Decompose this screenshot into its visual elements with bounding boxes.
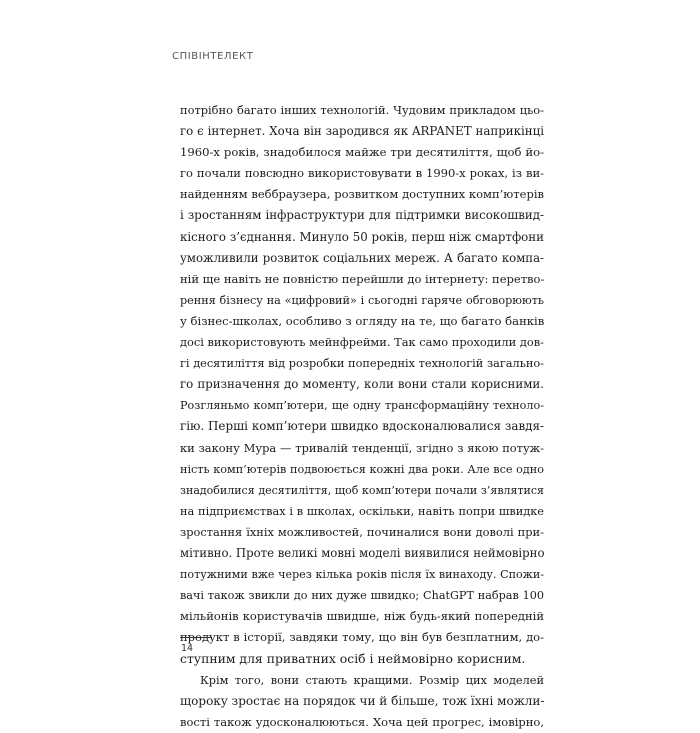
paragraph-2 — [180, 670, 544, 733]
text-line: кісного з’єднання. Минуло 50 років, перш ніж смартфони — [180, 229, 544, 244]
text-line: ступним для приватних осіб і неймовірно корисним. — [180, 651, 526, 667]
text-line: вачі також звикли до них дуже швидко; ChatGPT набрав 100 — [180, 589, 544, 603]
text-line: ній ще навіть не повністю перейшли до інтернету: перетво- — [180, 271, 545, 286]
text-line: Розгляньмо комп’ютери, ще одну трансформаційну техноло- — [180, 399, 544, 413]
text-line: щороку зростає на порядок чи й більше, тож їхні можли- — [180, 693, 545, 708]
text-line: потрібно багато інших технологій. Чудовим прикладом цьо- — [180, 103, 544, 117]
text-line: досі використовують мейнфрейми. Так само проходили дов- — [180, 335, 544, 350]
body-text — [180, 100, 544, 733]
text-line: го є інтернет. Хоча він зародився як ARPANET наприкінці — [180, 124, 544, 139]
text-line: рення бізнесу на «цифровий» і сьогодні гаряче обговорюють — [180, 293, 544, 307]
text-line: продукт в історії, завдяки тому, що він був безплатним, до- — [180, 630, 544, 645]
text-line: уможливили розвиток соціальних мереж. А багато компа- — [180, 250, 544, 265]
text-line: 1960-х років, знадобилося майже три десятиліття, щоб йо- — [180, 145, 544, 160]
page-number: 14 — [181, 643, 194, 654]
text-line: ність комп’ютерів подвоюється кожні два роки. Але все одно — [180, 462, 544, 476]
text-line: Крім того, вони стають кращими. Розмір цих моделей — [200, 673, 544, 687]
text-line: мітивно. Проте великі мовні моделі виявилися неймовірно — [180, 545, 545, 560]
text-line: знадобилися десятиліття, щоб комп’ютери почали з’являтися — [180, 483, 544, 497]
paragraph-1 — [180, 100, 544, 670]
folio-rule — [180, 637, 212, 638]
text-line: у бізнес-школах, особливо з огляду на те, що багато банків — [180, 313, 545, 328]
running-head-title: СПІВІНТЕЛЕКТ — [172, 51, 254, 62]
text-line: гі десятиліття від розробки попередніх технологій загально- — [180, 357, 544, 371]
text-line: ки закону Мура — тривалій тенденції, згідно з якою потуж- — [180, 440, 544, 455]
text-line: на підприємствах і в школах, оскільки, навіть попри швидке — [180, 504, 544, 518]
text-line: го почали повсюдно використовувати в 1990-х роках, із ви- — [180, 166, 544, 181]
text-line: і зростанням інфраструктури для підтримки високошвид- — [180, 208, 544, 223]
text-line: найденням веббраузера, розвитком доступних комп’ютерів — [180, 187, 544, 202]
text-line: вості також удосконалюються. Хоча цей прогрес, імовірно, — [180, 714, 544, 729]
text-line: зростання їхніх можливостей, починалися вони доволі при- — [180, 524, 544, 539]
text-line: мільйонів користувачів швидше, ніж будь-який попередній — [180, 609, 544, 624]
text-line: потужними вже через кілька років після їх винаходу. Спожи- — [180, 568, 544, 582]
text-line: го призначення до моменту, коли вони стали корисними. — [180, 377, 544, 392]
text-line: гію. Перші комп’ютери швидко вдосконалювалися завдя- — [180, 419, 544, 434]
